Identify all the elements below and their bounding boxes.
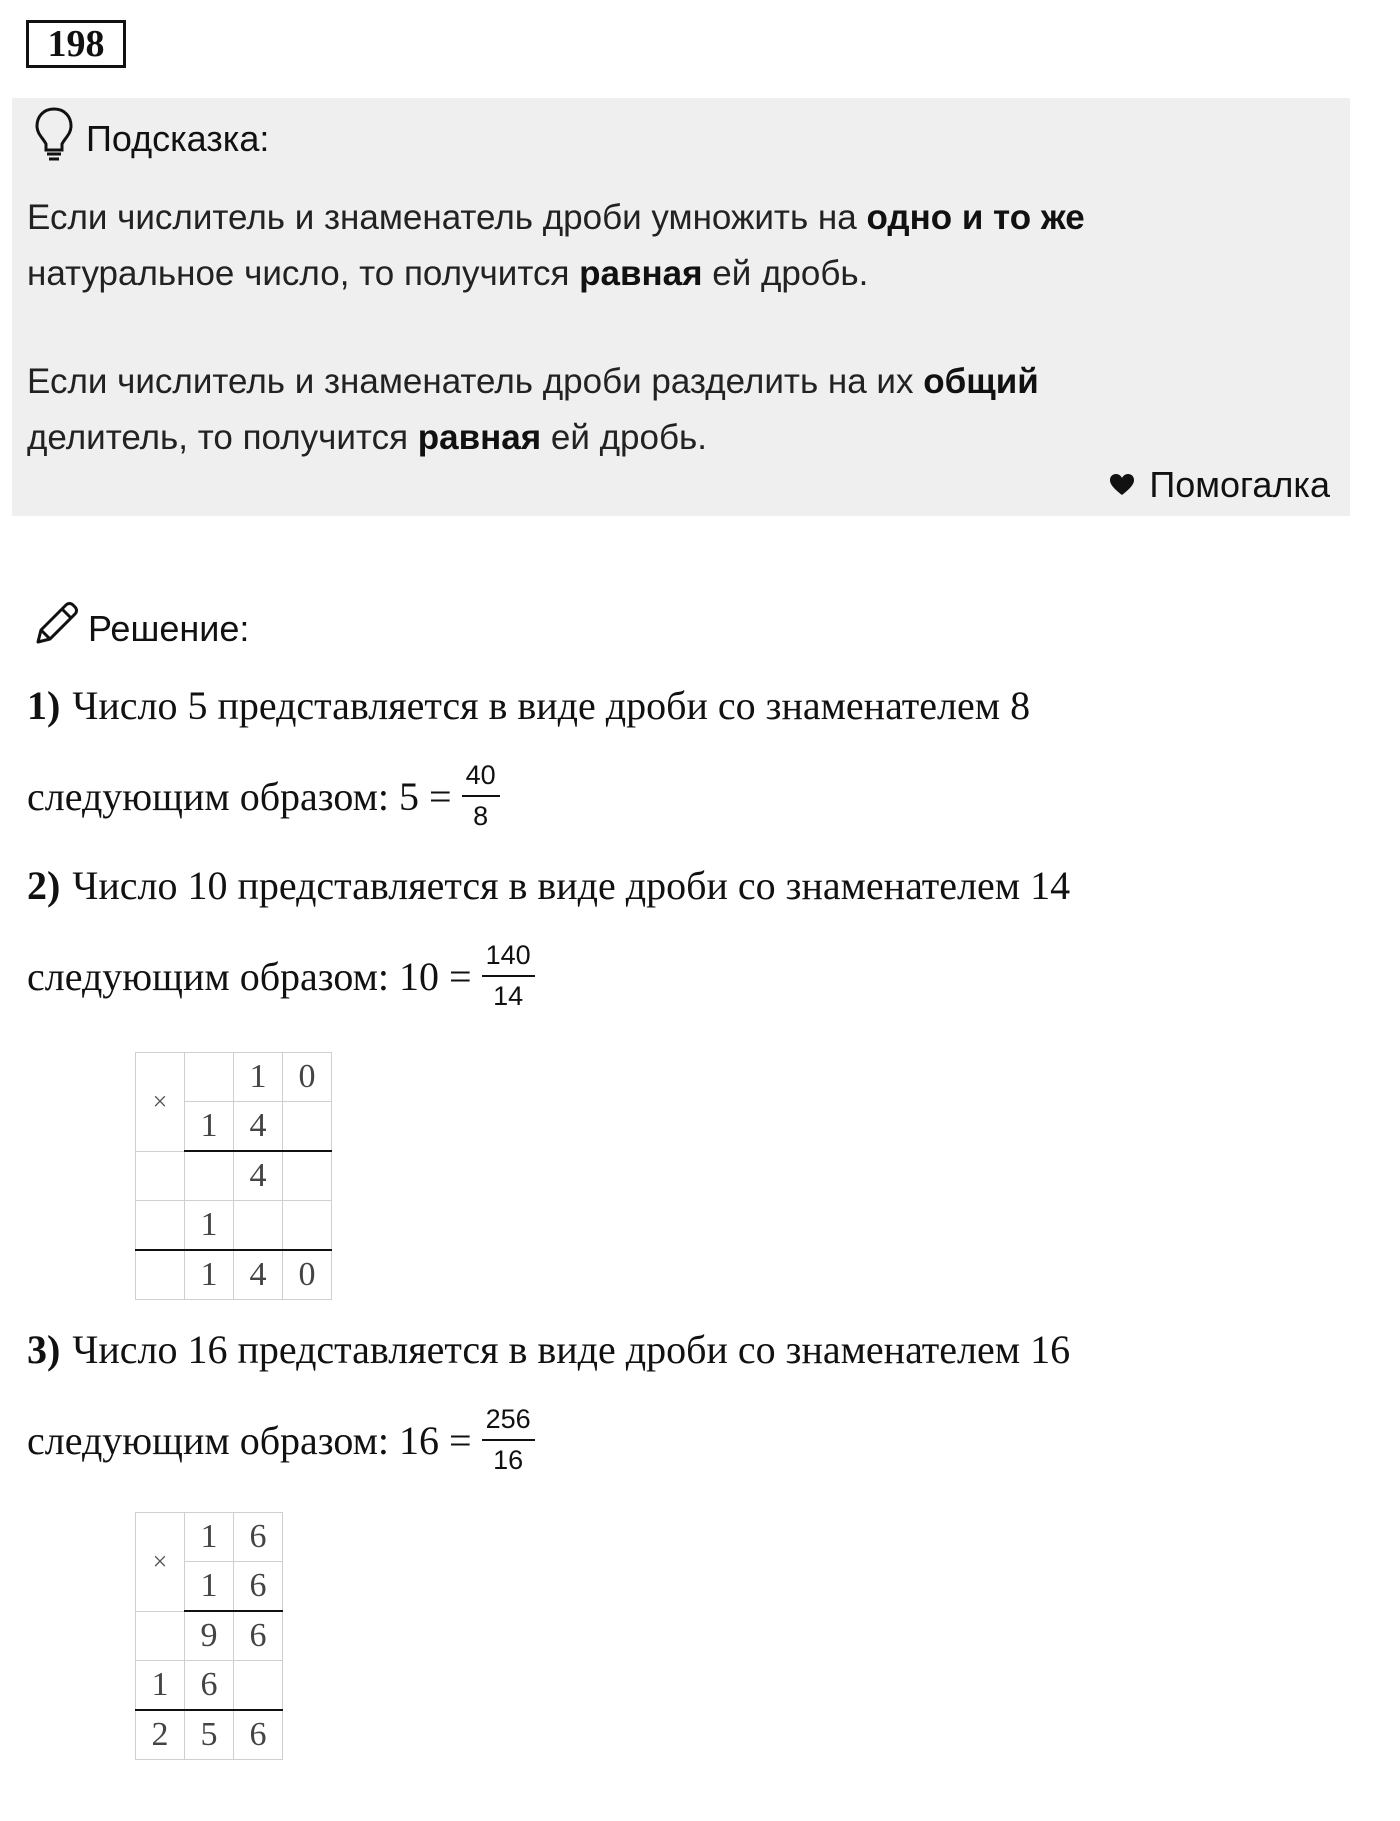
digit-cell: 1 (234, 1053, 283, 1102)
hint-title: Подсказка: (86, 117, 270, 159)
digit-cell (283, 1151, 332, 1201)
hint-p1-text-3: ей дробь. (702, 254, 869, 293)
digit-cell: 1 (185, 1201, 234, 1251)
multiplication-table-1 (135, 1052, 332, 1300)
digit-cell: 6 (234, 1710, 283, 1760)
item-text: следующим образом: 5 = (27, 773, 452, 819)
fraction-numerator: 140 (482, 942, 535, 977)
solution-item-1-line-2 (27, 762, 500, 830)
hint-paragraph-1 (27, 190, 1327, 302)
solution-title: Решение: (88, 607, 250, 649)
fraction-numerator: 40 (462, 762, 500, 797)
hint-p1-bold-1: одно и то же (866, 198, 1085, 237)
solution-item-1-line-1 (27, 682, 1030, 729)
heart-icon (1109, 464, 1135, 506)
digit-cell (185, 1053, 234, 1102)
digit-cell: 0 (283, 1053, 332, 1102)
solution-item-2-line-2 (27, 942, 535, 1010)
item-number: 3) (27, 1327, 61, 1372)
hint-header (34, 106, 269, 171)
digit-cell (234, 1661, 283, 1711)
digit-cell: 6 (234, 1611, 283, 1661)
operator-sign: × (136, 1513, 185, 1612)
fraction-denominator: 16 (493, 1445, 524, 1475)
hint-p2-bold-1: общий (923, 362, 1039, 401)
solution-item-3-line-1 (27, 1326, 1070, 1373)
digit-cell: 1 (185, 1513, 234, 1562)
fraction (482, 942, 535, 1010)
digit-cell: 6 (185, 1661, 234, 1711)
digit-cell: 4 (234, 1250, 283, 1300)
credit (1109, 464, 1330, 506)
item-number: 2) (27, 863, 61, 908)
hint-p2-text-3: ей дробь. (541, 418, 707, 457)
operator-sign: × (136, 1053, 185, 1152)
digit-cell (136, 1250, 185, 1300)
fraction (482, 1406, 535, 1474)
task-number: 198 (26, 20, 126, 68)
digit-cell: 0 (283, 1250, 332, 1300)
item-text: следующим образом: 16 = (27, 1417, 472, 1463)
digit-cell: 1 (185, 1102, 234, 1152)
digit-cell: 5 (185, 1710, 234, 1760)
digit-cell: 1 (136, 1661, 185, 1711)
solution-item-3-line-2 (27, 1406, 535, 1474)
digit-cell: 4 (234, 1102, 283, 1152)
credit-label: Помогалка (1149, 464, 1330, 505)
digit-cell: 4 (234, 1151, 283, 1201)
fraction (462, 762, 500, 830)
item-text: Число 16 представляется в виде дроби со знаменателем 16 (72, 1327, 1071, 1372)
solution-item-2-line-1 (27, 862, 1070, 909)
hint-p2-bold-2: равная (417, 418, 542, 457)
hint-p1-bold-2: равная (579, 254, 703, 293)
digit-cell: 9 (185, 1611, 234, 1661)
item-text: Число 10 представляется в виде дроби со знаменателем 14 (72, 863, 1071, 908)
item-number: 1) (27, 683, 61, 728)
lightbulb-icon (34, 106, 74, 171)
digit-cell (185, 1151, 234, 1201)
digit-cell: 2 (136, 1710, 185, 1760)
digit-cell: 6 (234, 1562, 283, 1612)
digit-cell (136, 1151, 185, 1201)
fraction-denominator: 14 (493, 981, 524, 1011)
item-text: следующим образом: 10 = (27, 953, 472, 999)
hint-p1-text-1: Если числитель и знаменатель дроби умножить на (27, 198, 867, 237)
fraction-denominator: 8 (473, 801, 489, 831)
fraction-numerator: 256 (482, 1406, 535, 1441)
digit-cell (234, 1201, 283, 1251)
digit-cell: 6 (234, 1513, 283, 1562)
digit-cell (136, 1611, 185, 1661)
digit-cell (136, 1201, 185, 1251)
hint-paragraph-2 (27, 354, 1327, 466)
digit-cell (283, 1102, 332, 1152)
hint-p2-text-1: Если числитель и знаменатель дроби разделить на их (27, 362, 924, 401)
digit-cell: 1 (185, 1562, 234, 1612)
multiplication-table-2 (135, 1512, 283, 1760)
solution-header (32, 600, 249, 657)
hint-p2-text-2: делитель, то получится (27, 418, 418, 457)
digit-cell: 1 (185, 1250, 234, 1300)
digit-cell (283, 1201, 332, 1251)
item-text: Число 5 представляется в виде дроби со знаменателем 8 (72, 683, 1031, 728)
hint-p1-text-2: натуральное число, то получится (27, 254, 580, 293)
pencil-icon (32, 600, 80, 657)
